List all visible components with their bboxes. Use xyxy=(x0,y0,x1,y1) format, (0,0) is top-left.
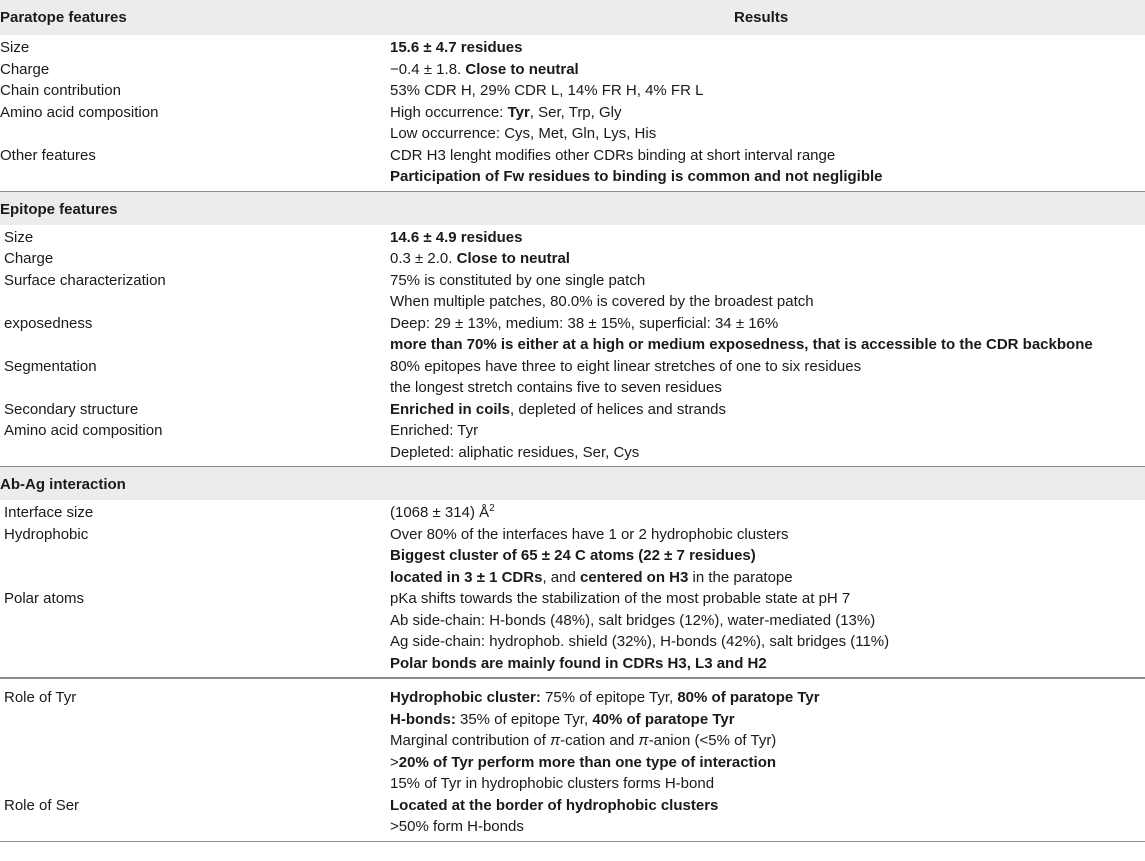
table-header xyxy=(0,0,1145,35)
row-value: 80% epitopes have three to eight linear stretches of one to six residues xyxy=(390,357,862,375)
table-row xyxy=(0,687,1145,795)
row-value: Low occurrence: Cys, Met, Gln, Lys, His xyxy=(390,125,657,142)
row-value: Deep: 29 ± 13%, medium: 38 ± 15%, superficial: 34 ± 16% xyxy=(390,314,779,332)
paratope-section xyxy=(0,35,1145,191)
table-row xyxy=(0,795,1145,838)
table-row xyxy=(0,420,1145,463)
row-value: When multiple patches, 80.0% is covered by the broadest patch xyxy=(390,293,814,310)
row-value: >50% form H-bonds xyxy=(390,818,524,835)
row-value: Hydrophobic cluster: 75% of epitope Tyr, 80% of paratope Tyr xyxy=(390,689,820,706)
row-label: Size xyxy=(4,228,34,246)
row-value: Polar bonds are mainly found in CDRs H3, L3 and H2 xyxy=(390,654,767,672)
row-value: 15% of Tyr in hydrophobic clusters forms H-bond xyxy=(390,775,715,792)
row-value: Ab side-chain: H-bonds (48%), salt bridges (12%), water-mediated (13%) xyxy=(390,611,876,629)
table-row xyxy=(0,37,1145,59)
row-label: Chain contribution xyxy=(0,82,121,99)
table-row xyxy=(0,524,1145,589)
row-label: Amino acid composition xyxy=(4,422,163,439)
row-label: Polar atoms xyxy=(4,590,85,607)
row-label: Secondary structure xyxy=(4,400,139,418)
row-value: Participation of Fw residues to binding is common and not negligible xyxy=(390,168,883,185)
table-row xyxy=(0,502,1145,524)
row-value: located in 3 ± 1 CDRs, and centered on H3 in the paratope xyxy=(390,568,793,586)
abag-section-title: Ab-Ag interaction xyxy=(0,466,1145,500)
row-value: the longest stretch contains five to seven residues xyxy=(390,379,722,396)
row-value: 15.6 ± 4.7 residues xyxy=(390,39,523,56)
epitope-section xyxy=(0,225,1145,467)
roles-section xyxy=(0,677,1145,841)
row-value: CDR H3 lenght modifies other CDRs binding at short interval range xyxy=(390,146,836,164)
row-value: Depleted: aliphatic residues, Ser, Cys xyxy=(390,443,640,461)
table-row xyxy=(0,356,1145,399)
header-paratope-features: Paratope features xyxy=(0,9,127,26)
row-label: Surface characterization xyxy=(4,271,166,289)
row-value: pKa shifts towards the stabilization of the most probable state at pH 7 xyxy=(390,590,851,607)
row-value: High occurrence: Tyr, Ser, Trp, Gly xyxy=(390,103,622,121)
row-value: (1068 ± 314) $Å^2$ xyxy=(390,503,495,521)
row-value: 0.3 ± 2.0. Close to neutral xyxy=(390,250,570,267)
table-row xyxy=(0,227,1145,249)
row-value: Enriched: Tyr xyxy=(390,422,479,439)
row-label: exposedness xyxy=(4,314,93,332)
row-value: Marginal contribution of π-cation and π-anion (<5% of Tyr) xyxy=(390,732,777,749)
row-label: Role of Tyr xyxy=(4,689,77,706)
table-row xyxy=(0,59,1145,81)
row-value: Located at the border of hydrophobic clusters xyxy=(390,796,719,814)
row-value: more than 70% is either at a high or medium exposedness, that is accessible to the CDR backbone xyxy=(390,336,1093,353)
row-value: Ag side-chain: hydrophob. shield (32%), H-bonds (42%), salt bridges (11%) xyxy=(390,633,890,650)
row-value: −0.4 ± 1.8. Close to neutral xyxy=(390,60,579,78)
row-label: Other features xyxy=(0,146,96,164)
table-row xyxy=(0,102,1145,145)
row-value: Over 80% of the interfaces have 1 or 2 hydrophobic clusters xyxy=(390,525,789,543)
row-label: Hydrophobic xyxy=(4,525,89,543)
row-label: Charge xyxy=(0,60,50,78)
row-label: Segmentation xyxy=(4,357,97,375)
row-label: Charge xyxy=(4,250,54,267)
row-value: 75% is constituted by one single patch xyxy=(390,271,646,289)
header-results: Results xyxy=(734,9,789,26)
epitope-section-title: Epitope features xyxy=(0,191,1145,225)
row-value: Biggest cluster of 65 ± 24 C atoms (22 ± 7 residues) xyxy=(390,547,756,564)
row-label: Interface size xyxy=(4,504,94,521)
table-bottom-rule xyxy=(0,841,1145,842)
row-value: >20% of Tyr perform more than one type of interaction xyxy=(390,753,777,771)
row-label: Role of Ser xyxy=(4,796,80,814)
row-label: Size xyxy=(0,39,30,56)
row-value: 14.6 ± 4.9 residues xyxy=(390,228,523,246)
table-row xyxy=(0,313,1145,356)
table-row xyxy=(0,270,1145,313)
row-value: Enriched in coils, depleted of helices and strands xyxy=(390,400,727,418)
row-value: H-bonds: 35% of epitope Tyr, 40% of paratope Tyr xyxy=(390,710,735,728)
table-row xyxy=(0,248,1145,270)
table-row xyxy=(0,588,1145,674)
table-row xyxy=(0,145,1145,188)
row-value: 53% CDR H, 29% CDR L, 14% FR H, 4% FR L xyxy=(390,82,704,99)
row-label: Amino acid composition xyxy=(0,103,159,121)
abag-section xyxy=(0,500,1145,677)
table-row xyxy=(0,80,1145,102)
table-row xyxy=(0,399,1145,421)
